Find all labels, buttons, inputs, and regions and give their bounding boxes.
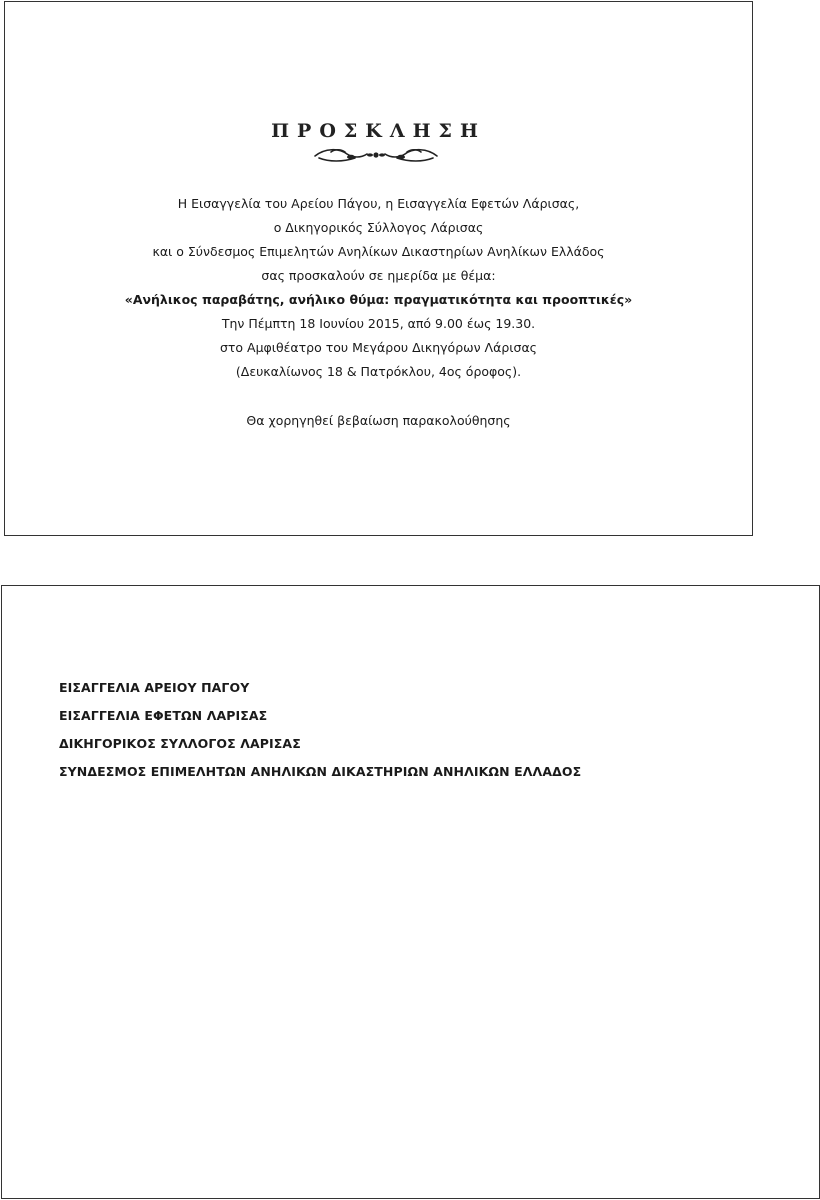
invitation-card [4, 1, 753, 536]
invitation-line-association: και ο Σύνδεσμος Επιμελητών Ανηλίκων Δικαστηρίων Ανηλίκων Ελλάδος [152, 244, 605, 259]
invitation-topic: «Ανήλικος παραβάτης, ανήλικο θύμα: πραγματικότητα και προοπτικές» [124, 292, 633, 307]
invitation-body [5, 192, 752, 433]
invitation-venue: στο Αμφιθέατρο του Μεγάρου Δικηγόρων Λάρισας [219, 340, 538, 355]
sender-appeals-prosecutor: ΕΙΣΑΓΓΕΛΙΑ ΕΦΕΤΩΝ ΛΑΡΙΣΑΣ [59, 708, 268, 723]
invitation-line-organizers: Η Εισαγγελία του Αρείου Πάγου, η Εισαγγελία Εφετών Λάρισας, [177, 196, 580, 211]
flourish-divider-icon [311, 146, 441, 164]
sender-bar-association: ΔΙΚΗΓΟΡΙΚΟΣ ΣΥΛΛΟΓΟΣ ΛΑΡΙΣΑΣ [59, 736, 301, 751]
invitation-spacer [5, 384, 752, 409]
invitation-line-invite: σας προσκαλούν σε ημερίδα με θέμα: [261, 268, 496, 283]
sender-list [59, 674, 581, 786]
invitation-title: ΠΡΟΣΚΛΗΣΗ [271, 120, 486, 142]
sender-juvenile-officers-association: ΣΥΝΔΕΣΜΟΣ ΕΠΙΜΕΛΗΤΩΝ ΑΝΗΛΙΚΩΝ ΔΙΚΑΣΤΗΡΙΩΝ ΑΝΗΛΙΚΩΝ ΕΛΛΑΔΟΣ [59, 764, 582, 779]
sender-supreme-court-prosecutor: ΕΙΣΑΓΓΕΛΙΑ ΑΡΕΙΟΥ ΠΑΓΟΥ [59, 680, 250, 695]
invitation-line-bar-association: ο Δικηγορικός Σύλλογος Λάρισας [273, 220, 484, 235]
invitation-date: Την Πέμπτη 18 Ιουνίου 2015, από 9.00 έως 19.30. [221, 316, 536, 331]
invitation-address: (Δευκαλίωνος 18 & Πατρόκλου, 4ος όροφος). [235, 364, 522, 379]
envelope-card [1, 585, 820, 1199]
invitation-certificate-note: Θα χορηγηθεί βεβαίωση παρακολούθησης [246, 413, 511, 428]
